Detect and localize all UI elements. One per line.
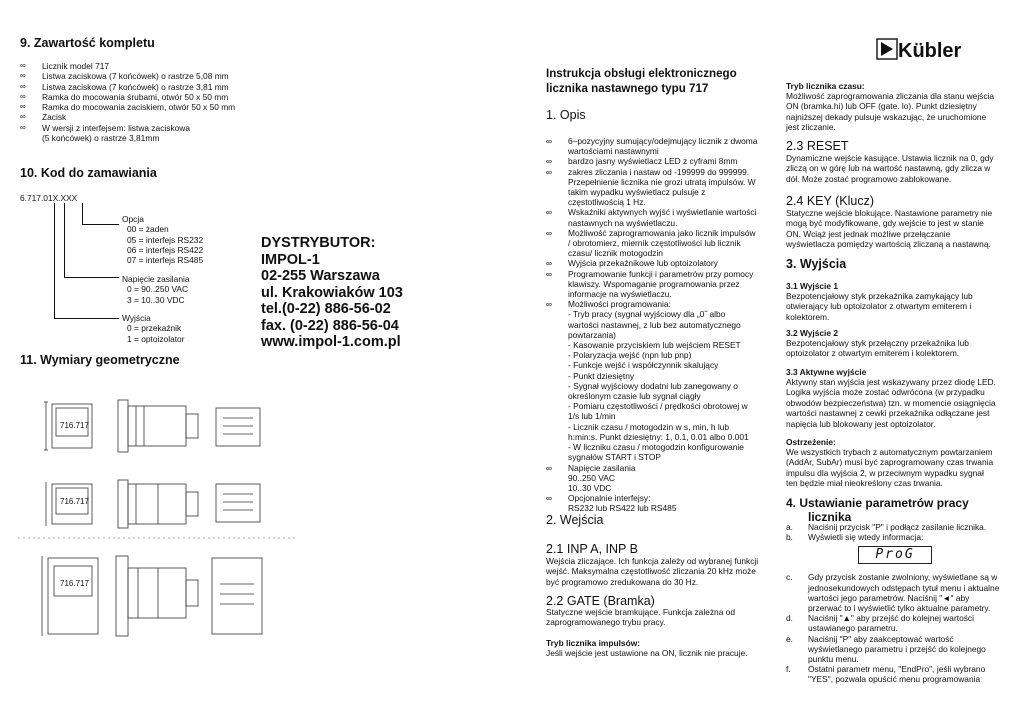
bullet-icon: ∞ — [546, 156, 552, 167]
voltage-block — [122, 274, 190, 305]
doc-title — [546, 66, 737, 96]
code-line-napiecie-h — [64, 277, 119, 278]
aktywne-text — [786, 377, 1011, 429]
step-line: punktu menu. — [808, 654, 859, 665]
settings-title — [786, 496, 969, 524]
description-item — [546, 167, 771, 208]
code-line-wyjscia — [54, 203, 55, 319]
key-line: ON. Wciąż jest jednak możliwe przełączanie — [786, 228, 951, 239]
description-line: Opcjonalnie interfejsy: — [568, 493, 651, 504]
distributor-line: fax. (0-22) 886-56-04 — [261, 317, 399, 334]
voltage-line: Napięcie zasilania — [122, 274, 190, 284]
description-item — [546, 269, 771, 300]
distributor-line: tel.(0-22) 886-56-02 — [261, 301, 391, 317]
description-line: określonym czasie lub sygnał ciągły — [568, 391, 701, 402]
reset-line: dół. Może zostać programowo zablokowane. — [786, 173, 952, 184]
section-wyjscia-title: 3. Wyjścia — [786, 257, 847, 271]
contents-item — [20, 82, 260, 92]
aktywne-line: napięcia lub blokowany jest optoizolator. — [786, 418, 936, 429]
contents-item-text: Ramka do mocowania zaciskiem, otwór 50 x 50 mm — [42, 102, 236, 113]
order-code: 6.717.01X.XXX — [20, 193, 78, 203]
key-line: mogą być modyfikowane, gdy wejście to jest w stanie — [786, 218, 984, 229]
aktywne-title: 3.3 Aktywne wyjście — [786, 367, 867, 377]
description-item — [546, 299, 771, 462]
description-line: zakres zliczania i nastaw od -199999 do 999999. — [568, 166, 750, 177]
description-line: Wskaźniki aktywnych wyjść i wyświetlanie wartości — [568, 207, 757, 218]
bullet-icon: ∞ — [546, 268, 552, 279]
step-line: "YES", pozwala opuścić menu programowania — [808, 674, 981, 685]
contents-item-text: (5 końcówek) o rastrze 3,81mm — [42, 133, 160, 144]
description-line: h:min:s. Punkt dziesiętny: 1, 0.1, 0.01 albo 0.001 — [568, 431, 749, 442]
bullet-icon: ∞ — [546, 227, 552, 238]
inp-title: 2.1 INP A, INP B — [546, 542, 638, 556]
step-line: Gdy przycisk zostanie zwolniony, wyświetlane są w — [808, 572, 998, 583]
w2-text — [786, 338, 1011, 359]
option-line: 05 = interfejs RS232 — [127, 234, 204, 245]
section-11-title: 11. Wymiary geometryczne — [20, 353, 180, 367]
rear-view-3 — [212, 558, 262, 634]
display-label-2: 716.717 — [60, 497, 89, 506]
warning-line: ten będzie miał nieokreślony czas trwania. — [786, 478, 943, 489]
kubler-logo — [876, 36, 972, 62]
step-key: e. — [786, 633, 793, 644]
description-line: Możliwości programowania: — [568, 299, 671, 310]
inp-line: Wejścia zliczające. Ich funkcja zależy od wybranej funkcji — [546, 556, 759, 566]
code-line-wyjscia-h — [54, 318, 119, 319]
code-line-opcja — [82, 203, 83, 225]
settings-steps — [786, 522, 1011, 685]
description-line: częstotliwością 1 Hz. — [568, 197, 646, 208]
description-line: klawiszy. Wspomaganie programowania przez — [568, 278, 740, 289]
description-line: / obrotomierz, miernik częstotliwości lub licznik — [568, 238, 741, 249]
bullet-icon: ∞ — [20, 61, 26, 70]
bullet-icon: ∞ — [20, 102, 26, 112]
contents-item — [20, 102, 260, 112]
contents-item-text: Licznik model 717 — [42, 61, 110, 71]
contents-item — [20, 61, 260, 71]
dimension-drawings — [18, 388, 308, 668]
gate-line: zaprogramowanego trybu pracy. — [546, 617, 666, 628]
key-line: Statyczne wejście blokujące. Nastawione parametry nie — [786, 208, 993, 218]
warning-line: We wszystkich trybach z automatycznym powtarzaniem — [786, 447, 993, 457]
option-line: Opcja — [122, 214, 144, 224]
step-line: wyświetlanego parametru i przejść do kolejnego — [808, 643, 986, 654]
step-line: Wyświetli się wtedy informacja: — [808, 532, 924, 543]
description-line: - Sygnał wyjściowy dodatni lub zanegowany o — [568, 380, 738, 391]
tryb-czasu-line: najniższej dekady pulsuje wskazując, że uruchomione — [786, 111, 987, 122]
option-block — [122, 214, 203, 265]
description-line: Programowanie funkcji i parametrów przy pomocy — [568, 268, 754, 279]
w2-line: Bezpotencjałowy styk przełączny przekaźnika lub — [786, 338, 969, 348]
step-key: c. — [786, 572, 793, 583]
description-line: - Licznik czasu / motogodzin w s, min, h lub — [568, 421, 730, 432]
description-line: Wyjścia przekaźnikowe lub optoizolatory — [568, 258, 718, 269]
step-line: wartości jego parametrów. Naciśnij "◄" aby — [808, 592, 970, 603]
distributor-line: 02-255 Warszawa — [261, 268, 380, 284]
description-line: sygnałów START i STOP — [568, 452, 661, 463]
description-line: powtarzania) — [568, 329, 616, 340]
description-line: 6–pozycyjny sumujący/odejmujący licznik z dwoma — [568, 136, 758, 146]
reset-line: Dynamiczne wejście kasujące. Ustawia licznik na 0, gdy — [786, 153, 994, 163]
gate-line: Statyczne wejście bramkujące. Funkcja zależna od — [546, 607, 735, 617]
bullet-icon: ∞ — [546, 207, 552, 218]
code-line-opcja-h — [82, 224, 119, 225]
bullet-icon: ∞ — [546, 493, 552, 504]
description-item — [546, 258, 771, 268]
side-view-2 — [118, 480, 128, 528]
contents-item — [20, 133, 260, 143]
prog-display-wrap — [858, 546, 1011, 564]
settings-step — [786, 522, 1011, 532]
description-item — [546, 228, 771, 259]
w1-line: otwierający lub optoizolator z otwartym emiterem i — [786, 301, 972, 312]
description-line: Możliwość zaprogramowania jako licznik impulsów — [568, 227, 756, 238]
rear-view-1 — [216, 408, 260, 446]
code-line-napiecie — [64, 203, 65, 278]
option-line: 00 = żaden — [127, 224, 169, 235]
description-line: - Pomiaru częstotliwości / prędkości obrotowej w — [568, 401, 748, 412]
doc-title-line-1: Instrukcja obsługi elektronicznego — [546, 67, 737, 80]
description-line: wartościami nastawnymi — [568, 146, 659, 157]
option-line: 07 = interfejs RS485 — [127, 255, 204, 266]
description-line: bardzo jasny wyświetlacz LED z cyframi 8mm — [568, 156, 738, 167]
doc-title-line-2: licznika nastawnego typu 717 — [546, 82, 709, 95]
w1-text — [786, 291, 1011, 322]
tryb-czasu-line: jest zliczanie. — [786, 122, 836, 133]
key-text — [786, 208, 1011, 250]
step-line: przerwać to i wyświetlić tylko aktualne parametry. — [808, 603, 991, 614]
description-line: informacje na wyświetlaczu. — [568, 289, 672, 300]
description-line: nastawnych na wyświetlaczu. — [568, 217, 678, 228]
contents-item — [20, 71, 260, 81]
description-line: - Kasowanie przyciskiem lub wejściem RESET — [568, 340, 741, 351]
gate-text — [546, 607, 771, 628]
description-line: takim wypadku wyświetlacz pulsuje z — [568, 187, 706, 198]
settings-step — [786, 572, 1011, 613]
w2-line: optoizolator z otwartym emiterem i kolektorem. — [786, 348, 960, 359]
distributor-line: ul. Krakowiaków 103 — [261, 284, 403, 301]
warning-line: (AddAr, SubAr) musi być zaprogramowany czas trwania — [786, 457, 994, 468]
step-key: d. — [786, 613, 793, 624]
distributor-line: DYSTRYBUTOR: — [261, 235, 376, 251]
reset-text — [786, 153, 1011, 184]
settings-step — [786, 634, 1011, 665]
description-line: Przepełnienie licznika nie grozi utratą impulsów. W — [568, 176, 756, 187]
description-line: czasu/ licznik motogodzin — [568, 248, 663, 259]
contents-item — [20, 92, 260, 102]
tryb-czasu-text — [786, 91, 1011, 133]
output-line: Wyjścia — [122, 313, 151, 323]
step-key: f. — [786, 664, 791, 675]
reset-line: zliczą on w górę lub na wartość nastawną, gdy zlicza w — [786, 163, 991, 174]
bullet-icon: ∞ — [20, 112, 26, 122]
voltage-line: 0 = 90..250 VAC — [127, 284, 189, 295]
description-line: RS232 lub RS422 lub RS485 — [568, 503, 677, 514]
step-line: Naciśnij przycisk "P" i podłącz zasilanie licznika. — [808, 522, 987, 532]
warning-text — [786, 447, 1011, 489]
distributor-line: IMPOL-1 — [261, 251, 320, 268]
contents-list — [20, 61, 260, 143]
gate-title: 2.2 GATE (Bramka) — [546, 594, 655, 608]
bullet-icon: ∞ — [20, 81, 26, 91]
bullet-icon: ∞ — [20, 91, 26, 101]
contents-item-text: Listwa zaciskowa (7 końcówek) o rastrze 3,81 mm — [42, 81, 229, 92]
inp-text — [546, 556, 771, 587]
step-key: a. — [786, 522, 793, 532]
bullet-icon: ∞ — [20, 71, 26, 81]
description-item — [546, 207, 771, 227]
side-view-1 — [118, 400, 128, 452]
description-line: 1/s lub 1/min — [568, 411, 616, 422]
bullet-icon: ∞ — [20, 122, 26, 132]
tryb-czasu-line: Możliwość zaprogramowania zliczania dla stanu wejścia — [786, 91, 995, 101]
contents-item-text: W wersji z interfejsem: listwa zaciskowa — [42, 122, 190, 133]
settings-step — [786, 613, 1011, 633]
key-line: wyświetlacza pomiędzy wartością zliczaną a nastawną. — [786, 239, 991, 250]
display-label-1: 716.717 — [60, 421, 89, 430]
step-line: Naciśnij "P" aby zaakceptować wartość — [808, 633, 954, 644]
aktywne-line: wartości nastawnej z cewki przekaźnika odłączane jest — [786, 408, 990, 419]
description-item — [546, 463, 771, 494]
option-line: 06 = interfejs RS422 — [127, 244, 204, 255]
rear-view-2 — [216, 484, 260, 522]
contents-item — [20, 123, 260, 133]
settings-title-line-1: 4. Ustawianie parametrów pracy — [786, 496, 969, 510]
w1-line: Bezpotencjałowy styk przekaźnika zamykający lub — [786, 291, 973, 301]
section-opis-title: 1. Opis — [546, 108, 586, 122]
side-view-3 — [116, 556, 128, 636]
section-10-title: 10. Kod do zamawiania — [20, 166, 157, 180]
bullet-icon: ∞ — [546, 136, 552, 146]
description-line: 90..250 VAC — [568, 472, 615, 483]
step-key: b. — [786, 532, 793, 543]
step-line: ustawianego parametru. — [808, 623, 898, 634]
prog-display: ProG — [858, 546, 932, 564]
description-line: - Funkcje wejść i współczynnik skalujący — [568, 360, 719, 371]
description-list — [546, 136, 771, 514]
aktywne-line: Aktywny stan wyjścia jest wskazywany przez diodę LED. — [786, 377, 996, 387]
settings-step — [786, 664, 1011, 684]
logo-text: Kübler — [898, 40, 962, 62]
tryb-czasu-line: ON (bramka.hi) lub OFF (gate. lo). Punkt dziesiętny — [786, 101, 977, 112]
description-line: - Polaryzacja wejść (npn lub pnp) — [568, 350, 692, 361]
bullet-icon: ∞ — [546, 299, 552, 310]
description-item — [546, 493, 771, 513]
description-line: - W liczniku czasu / motogodzin konfigurowanie — [568, 442, 744, 453]
description-item — [546, 156, 771, 166]
settings-step — [786, 532, 1011, 564]
settings-title-line-2: licznika — [808, 510, 852, 524]
w2-title: 3.2 Wyjście 2 — [786, 328, 838, 338]
w1-title: 3.1 Wyjście 1 — [786, 281, 838, 291]
step-line: Naciśnij "▲" aby przejść do kolejnej wartości — [808, 613, 974, 624]
warning-title: Ostrzeżenie: — [786, 437, 836, 447]
output-line: 1 = optoizolator — [127, 333, 185, 344]
bullet-icon: ∞ — [546, 166, 552, 177]
contents-item-text: Listwa zaciskowa (7 końcówek) o rastrze 5,08 mm — [42, 71, 229, 82]
tryb-impulsow-text: Jeśli wejście jest ustawione na ON, licznik nie pracuje. — [546, 648, 748, 658]
aktywne-line: Logika wyjścia może zostać odwrócona (w przypadku — [786, 387, 985, 398]
contents-item-text: Zacisk — [42, 112, 67, 123]
inp-line: być programowo zredukowana do 30 Hz. — [546, 576, 699, 587]
description-line: wartości nastawnej, z lub bez automatycznego — [568, 319, 741, 330]
contents-item-text: Ramka do mocowania śrubami, otwór 50 x 50 mm — [42, 91, 229, 102]
description-item — [546, 136, 771, 156]
tryb-impulsow-title: Tryb licznika impulsów: — [546, 638, 641, 648]
output-line: 0 = przekaźnik — [127, 323, 182, 334]
warning-line: impulsu dla wyjścia 2, w przeciwnym wypadku sygnał — [786, 467, 984, 478]
aktywne-line: obwodów bezpieczeństwa) tzn. w momencie osiągnięcia — [786, 397, 996, 408]
tryb-czasu-title: Tryb licznika czasu: — [786, 81, 865, 91]
outputs-block — [122, 313, 185, 344]
key-title: 2.4 KEY (Klucz) — [786, 194, 875, 208]
bullet-icon: ∞ — [546, 462, 552, 473]
description-line: 10..30 VDC — [568, 482, 612, 493]
description-line: - Punkt dziesiętny — [568, 370, 635, 381]
section-9-title: 9. Zawartość kompletu — [20, 36, 155, 50]
distributor-line: www.impol-1.com.pl — [261, 334, 401, 350]
voltage-line: 3 = 10..30 VDC — [127, 294, 185, 305]
description-line: Napięcie zasilania — [568, 462, 636, 473]
inp-line: wejść. Maksymalna częstotliwość zliczania 20 kHz może — [546, 566, 756, 577]
reset-title: 2.3 RESET — [786, 139, 849, 153]
section-wejscia-title: 2. Wejścia — [546, 513, 604, 527]
w1-line: kolektorem. — [786, 311, 830, 322]
contents-item — [20, 112, 260, 122]
bullet-icon: ∞ — [546, 258, 552, 269]
step-line: Ostatni parametr menu, "EndPro", jeśli wybrano — [808, 664, 986, 675]
display-label-3: 716.717 — [60, 579, 89, 588]
step-line: jednosekundowych odstępach tytuł menu i aktualne — [808, 582, 1000, 593]
description-line: - Tryb pracy (sygnał wyjściowy dla „0˝ albo — [568, 309, 726, 320]
distributor-block — [261, 235, 403, 351]
